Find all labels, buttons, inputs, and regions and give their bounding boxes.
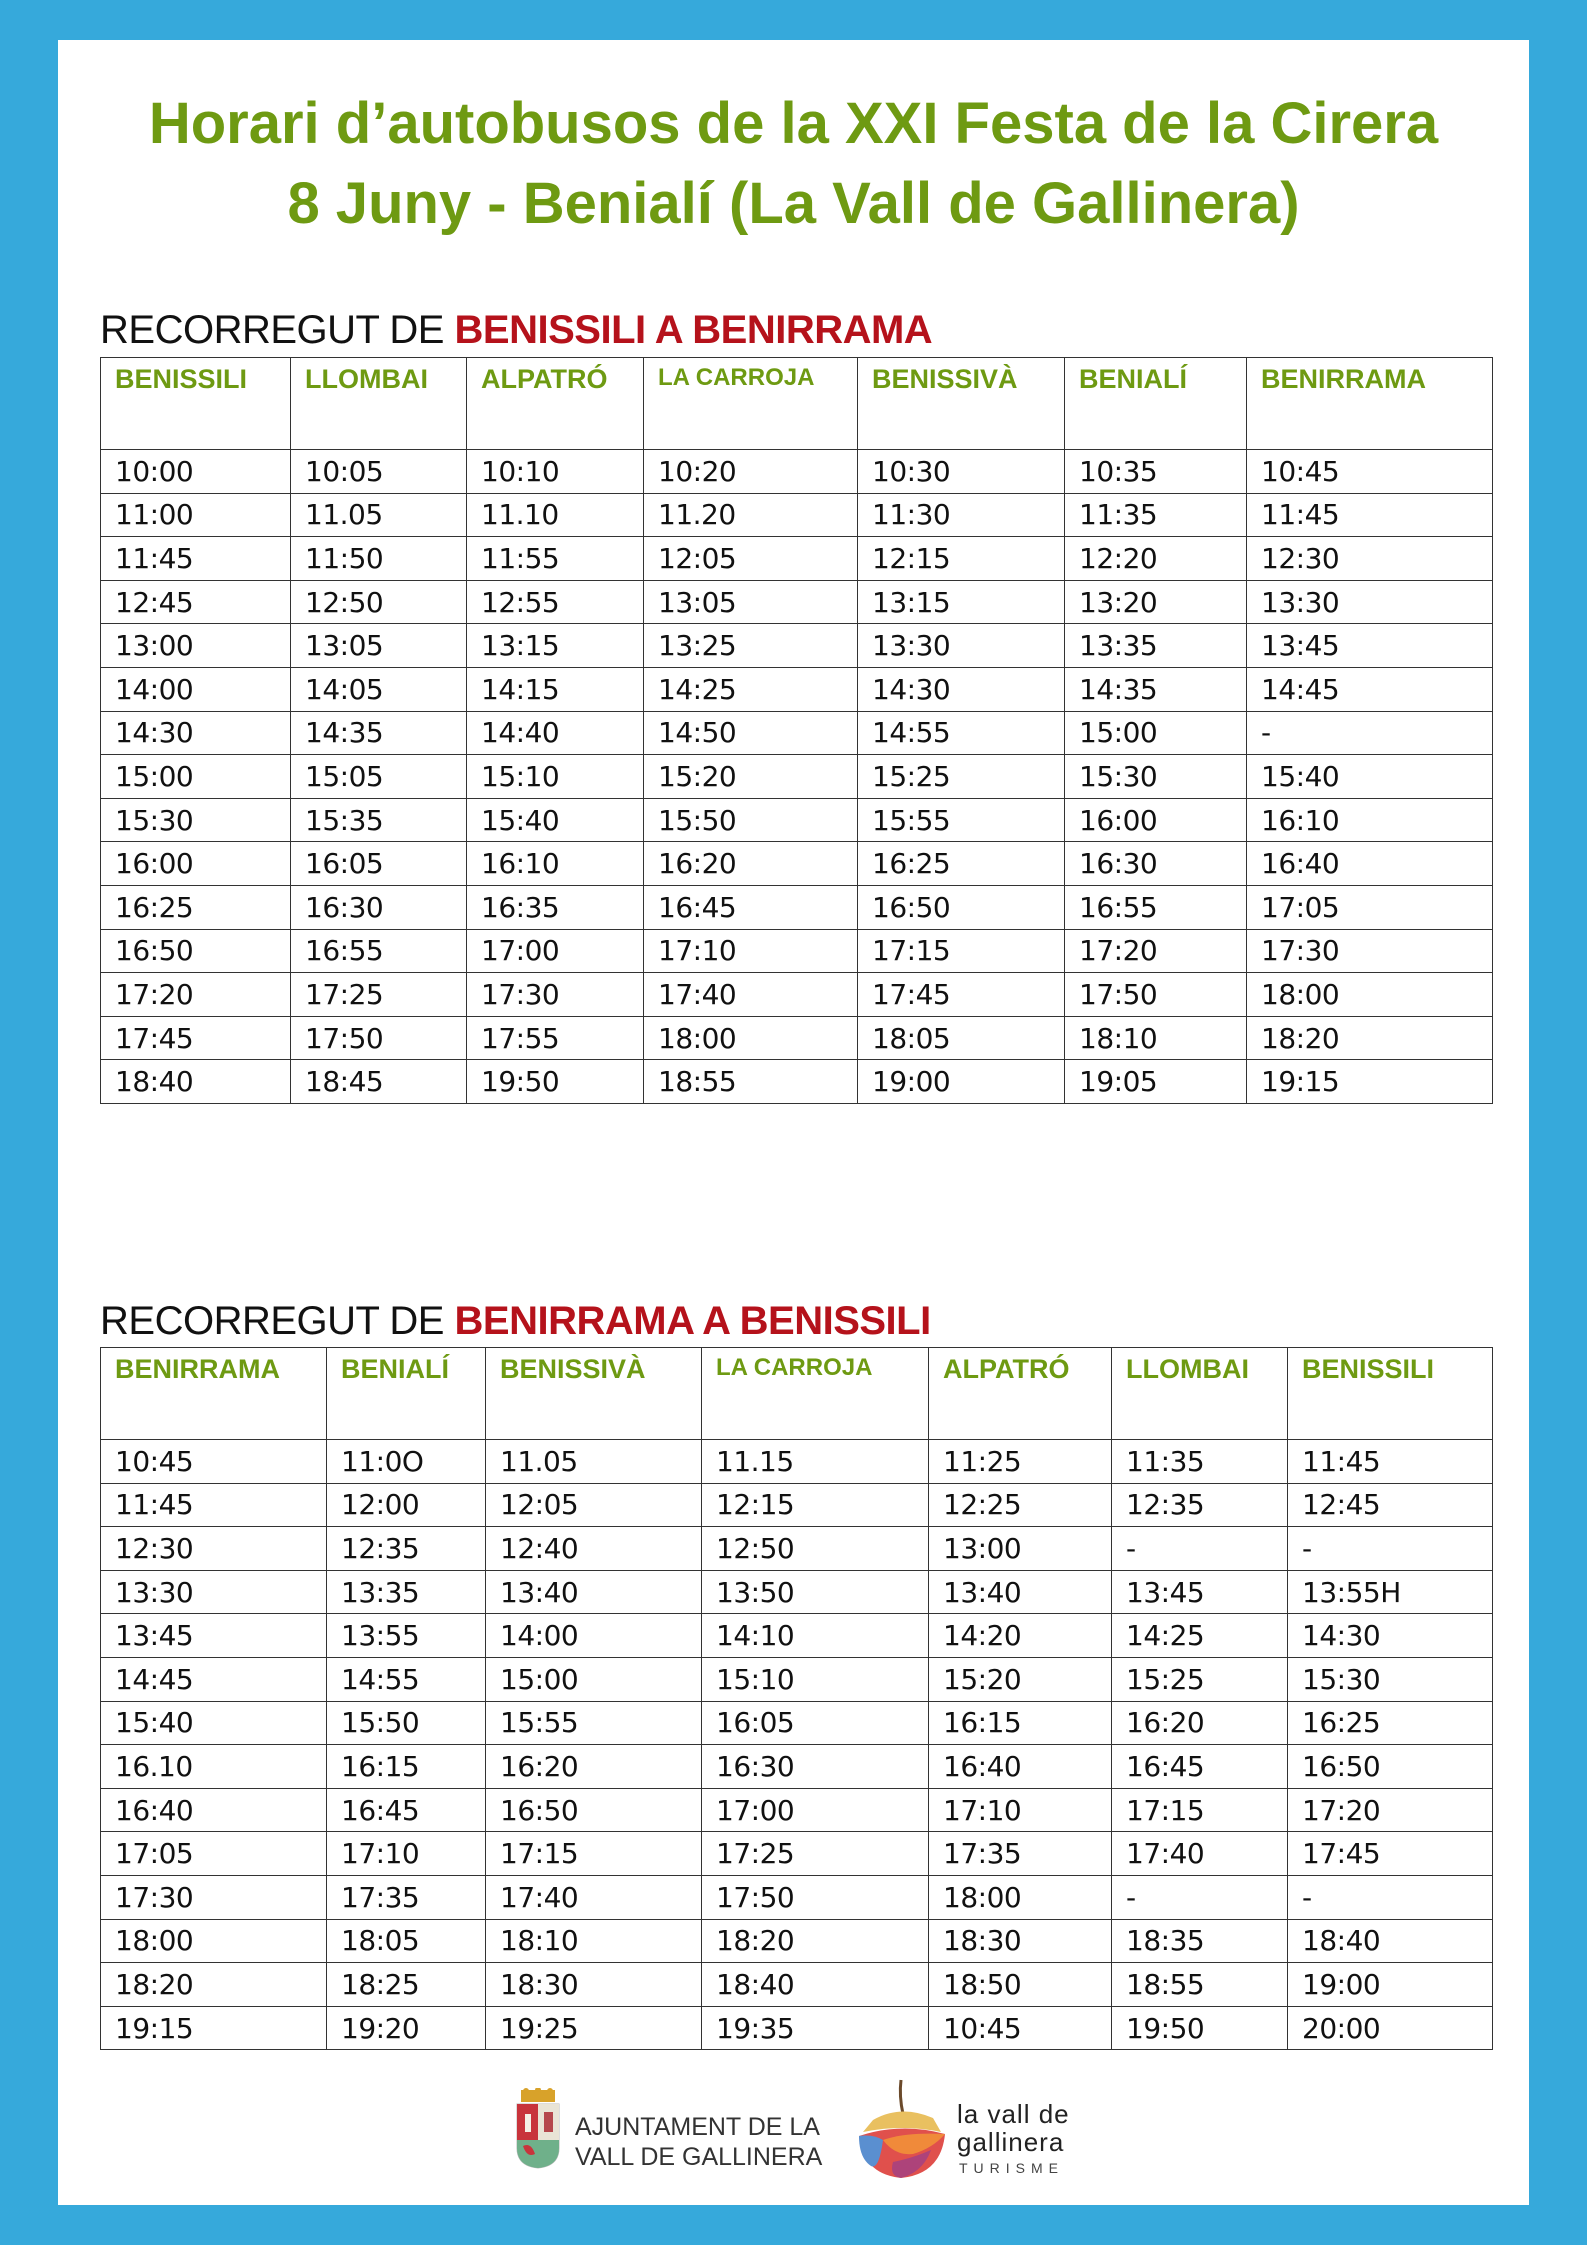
time-cell: 12:40 [486, 1527, 702, 1571]
time-cell: 17:00 [467, 929, 644, 973]
time-cell: 18:00 [101, 1919, 327, 1963]
time-cell: 16:20 [486, 1745, 702, 1789]
time-cell: 17:40 [644, 973, 858, 1017]
tourism-line1: la vall de [957, 2099, 1070, 2129]
time-cell: 16:15 [929, 1701, 1112, 1745]
time-cell: 17:15 [1112, 1788, 1288, 1832]
table-row [101, 1701, 1493, 1745]
time-cell: 17:45 [1288, 1832, 1493, 1876]
time-cell: 13:30 [101, 1570, 327, 1614]
time-cell: 15:20 [929, 1657, 1112, 1701]
route2-column-header: BENISSILI [1288, 1348, 1493, 1440]
time-cell: 16:25 [858, 842, 1065, 886]
time-cell: 11.05 [291, 493, 467, 537]
table-row [101, 1788, 1493, 1832]
time-cell: 19:00 [858, 1060, 1065, 1104]
table-row [101, 2006, 1493, 2050]
time-cell: 10:30 [858, 450, 1065, 494]
time-cell: 15:00 [101, 755, 291, 799]
time-cell: 11:25 [929, 1440, 1112, 1484]
time-cell: 11:35 [1112, 1440, 1288, 1484]
time-cell: 17:50 [1065, 973, 1247, 1017]
time-cell: 16:50 [486, 1788, 702, 1832]
route2-header-row [101, 1348, 1493, 1440]
time-cell: 20:00 [1288, 2006, 1493, 2050]
time-cell: 13:35 [327, 1570, 486, 1614]
time-cell: 18:40 [101, 1060, 291, 1104]
time-cell: 18:50 [929, 1963, 1112, 2007]
time-cell: 14:55 [858, 711, 1065, 755]
table-row [101, 1060, 1493, 1104]
cherry-bowl-icon [853, 2074, 949, 2184]
table-row [101, 1614, 1493, 1658]
time-cell: 15:30 [1065, 755, 1247, 799]
route1-column-header: ALPATRÓ [467, 358, 644, 450]
time-cell: 19:35 [702, 2006, 929, 2050]
route2-body [101, 1440, 1493, 2050]
time-cell: 18:25 [327, 1963, 486, 2007]
time-cell: 10:45 [101, 1440, 327, 1484]
time-cell: 14:25 [1112, 1614, 1288, 1658]
time-cell: 16:55 [291, 929, 467, 973]
route2-heading-prefix: RECORREGUT DE [100, 1299, 455, 1343]
time-cell: 14:10 [702, 1614, 929, 1658]
route1-column-header: LLOMBAI [291, 358, 467, 450]
time-cell: 13:25 [644, 624, 858, 668]
time-cell: 12:35 [1112, 1483, 1288, 1527]
time-cell: 15:25 [858, 755, 1065, 799]
time-cell: 15:40 [467, 798, 644, 842]
table-row [101, 1657, 1493, 1701]
time-cell: 16:40 [101, 1788, 327, 1832]
time-cell: 12:20 [1065, 537, 1247, 581]
time-cell: 16:40 [929, 1745, 1112, 1789]
tourism-logo [853, 2074, 1093, 2184]
time-cell: 16:30 [291, 885, 467, 929]
time-cell: 17:50 [291, 1016, 467, 1060]
time-cell: 12:45 [1288, 1483, 1493, 1527]
time-cell: 14:55 [327, 1657, 486, 1701]
route1-column-header: BENISSILI [101, 358, 291, 450]
time-cell: 13:55H [1288, 1570, 1493, 1614]
time-cell: 13:15 [858, 580, 1065, 624]
time-cell: 18:20 [702, 1919, 929, 1963]
time-cell: 17:00 [702, 1788, 929, 1832]
table-row [101, 929, 1493, 973]
time-cell: 13:45 [1247, 624, 1493, 668]
time-cell: 13:45 [1112, 1570, 1288, 1614]
time-cell: 16:45 [1112, 1745, 1288, 1789]
time-cell: 11:45 [1288, 1440, 1493, 1484]
time-cell: 15:55 [486, 1701, 702, 1745]
route1-heading-prefix: RECORREGUT DE [100, 308, 455, 352]
table-row [101, 711, 1493, 755]
time-cell: 16:20 [644, 842, 858, 886]
time-cell: 11:45 [1247, 493, 1493, 537]
table-row [101, 798, 1493, 842]
time-cell: 13:30 [1247, 580, 1493, 624]
time-cell: - [1112, 1527, 1288, 1571]
time-cell: 11.15 [702, 1440, 929, 1484]
tourism-line2: gallinera [957, 2127, 1065, 2157]
time-cell: 17:35 [327, 1875, 486, 1919]
time-cell: 17:05 [101, 1832, 327, 1876]
time-cell: 12:50 [702, 1527, 929, 1571]
ajuntament-name [575, 2112, 822, 2172]
time-cell: 18:55 [644, 1060, 858, 1104]
time-cell: 16:40 [1247, 842, 1493, 886]
time-cell: 19:15 [101, 2006, 327, 2050]
time-cell: 11:35 [1065, 493, 1247, 537]
time-cell: 11.20 [644, 493, 858, 537]
time-cell: 14:20 [929, 1614, 1112, 1658]
time-cell: 14:00 [486, 1614, 702, 1658]
time-cell: 19:20 [327, 2006, 486, 2050]
route1-heading-route: BENISSILI A BENIRRAMA [454, 308, 933, 352]
time-cell: 12:15 [858, 537, 1065, 581]
time-cell: 13:05 [644, 580, 858, 624]
time-cell: 18:30 [486, 1963, 702, 2007]
route2-column-header: BENIALÍ [327, 1348, 486, 1440]
route2-table [100, 1347, 1493, 2050]
time-cell: 18:35 [1112, 1919, 1288, 1963]
time-cell: 11:0O [327, 1440, 486, 1484]
table-row [101, 624, 1493, 668]
time-cell: 10:35 [1065, 450, 1247, 494]
time-cell: 16:15 [327, 1745, 486, 1789]
time-cell: 16:45 [327, 1788, 486, 1832]
time-cell: 14:30 [858, 667, 1065, 711]
time-cell: 18:55 [1112, 1963, 1288, 2007]
time-cell: 15:40 [1247, 755, 1493, 799]
time-cell: 12:45 [101, 580, 291, 624]
time-cell: 13:30 [858, 624, 1065, 668]
time-cell: 13:45 [101, 1614, 327, 1658]
time-cell: 11:30 [858, 493, 1065, 537]
route1-column-header: BENIALÍ [1065, 358, 1247, 450]
table-row [101, 973, 1493, 1017]
time-cell: 17:15 [486, 1832, 702, 1876]
time-cell: 13:40 [929, 1570, 1112, 1614]
time-cell: 12:30 [1247, 537, 1493, 581]
table-row [101, 1745, 1493, 1789]
route2-column-header: BENISSIVÀ [486, 1348, 702, 1440]
time-cell: 16:50 [1288, 1745, 1493, 1789]
table-row [101, 493, 1493, 537]
time-cell: 14:35 [1065, 667, 1247, 711]
time-cell: 17:10 [929, 1788, 1112, 1832]
time-cell: - [1288, 1527, 1493, 1571]
time-cell: 13:15 [467, 624, 644, 668]
time-cell: 17:25 [291, 973, 467, 1017]
table-row [101, 1527, 1493, 1571]
time-cell: 11:45 [101, 1483, 327, 1527]
time-cell: 18:05 [327, 1919, 486, 1963]
time-cell: 16:45 [644, 885, 858, 929]
route2-column-header: LA CARROJA [702, 1348, 929, 1440]
ajuntament-line1: AJUNTAMENT DE LA [575, 2113, 820, 2141]
time-cell: 11.05 [486, 1440, 702, 1484]
time-cell: 12:00 [327, 1483, 486, 1527]
time-cell: 11:50 [291, 537, 467, 581]
time-cell: 16:35 [467, 885, 644, 929]
route1-table [100, 357, 1493, 1104]
time-cell: 14:00 [101, 667, 291, 711]
time-cell: 15:50 [644, 798, 858, 842]
time-cell: 12:05 [486, 1483, 702, 1527]
time-cell: 12:25 [929, 1483, 1112, 1527]
route2-column-header: BENIRRAMA [101, 1348, 327, 1440]
time-cell: 17:30 [101, 1875, 327, 1919]
time-cell: 11.10 [467, 493, 644, 537]
time-cell: 18:30 [929, 1919, 1112, 1963]
time-cell: 15:30 [101, 798, 291, 842]
route1-heading [100, 307, 932, 353]
time-cell: 14:40 [467, 711, 644, 755]
route1-column-header: LA CARROJA [644, 358, 858, 450]
table-row [101, 1016, 1493, 1060]
time-cell: 12:15 [702, 1483, 929, 1527]
table-row [101, 1832, 1493, 1876]
table-row [101, 1483, 1493, 1527]
footer [58, 2082, 1529, 2192]
time-cell: 18:10 [1065, 1016, 1247, 1060]
time-cell: 17:15 [858, 929, 1065, 973]
route1-body [101, 450, 1493, 1104]
time-cell: 13:40 [486, 1570, 702, 1614]
time-cell: 15:00 [486, 1657, 702, 1701]
time-cell: 13:55 [327, 1614, 486, 1658]
table-row [101, 842, 1493, 886]
time-cell: 11:45 [101, 537, 291, 581]
time-cell: 19:15 [1247, 1060, 1493, 1104]
time-cell: 15:20 [644, 755, 858, 799]
time-cell: 16:10 [467, 842, 644, 886]
time-cell: 14:05 [291, 667, 467, 711]
time-cell: 18:40 [1288, 1919, 1493, 1963]
time-cell: 14:35 [291, 711, 467, 755]
table-row [101, 1875, 1493, 1919]
time-cell: 17:30 [1247, 929, 1493, 973]
time-cell: 13:50 [702, 1570, 929, 1614]
time-cell: 17:50 [702, 1875, 929, 1919]
time-cell: 10:45 [1247, 450, 1493, 494]
time-cell: 14:15 [467, 667, 644, 711]
table-row [101, 537, 1493, 581]
route2-column-header: ALPATRÓ [929, 1348, 1112, 1440]
route2-heading-route: BENIRRAMA A BENISSILI [454, 1299, 931, 1343]
time-cell: 18:40 [702, 1963, 929, 2007]
table-row [101, 1919, 1493, 1963]
time-cell: 16:30 [1065, 842, 1247, 886]
time-cell: 12:55 [467, 580, 644, 624]
time-cell: 19:25 [486, 2006, 702, 2050]
table-row [101, 1440, 1493, 1484]
route1-column-header: BENISSIVÀ [858, 358, 1065, 450]
time-cell: 19:50 [467, 1060, 644, 1104]
route2-column-header: LLOMBAI [1112, 1348, 1288, 1440]
time-cell: 16:05 [291, 842, 467, 886]
time-cell: 17:10 [644, 929, 858, 973]
time-cell: - [1247, 711, 1493, 755]
time-cell: 13:20 [1065, 580, 1247, 624]
table-row [101, 580, 1493, 624]
route1-header-row [101, 358, 1493, 450]
time-cell: 15:00 [1065, 711, 1247, 755]
time-cell: 15:55 [858, 798, 1065, 842]
coat-of-arms-icon [513, 2088, 563, 2170]
time-cell: 18:00 [929, 1875, 1112, 1919]
time-cell: 10:45 [929, 2006, 1112, 2050]
time-cell: 16:20 [1112, 1701, 1288, 1745]
time-cell: 17:10 [327, 1832, 486, 1876]
time-cell: 10:20 [644, 450, 858, 494]
ajuntament-line2: VALL DE GALLINERA [575, 2143, 823, 2171]
tourism-name [957, 2100, 1070, 2156]
table-row [101, 755, 1493, 799]
time-cell: 15:30 [1288, 1657, 1493, 1701]
time-cell: 19:00 [1288, 1963, 1493, 2007]
time-cell: 17:30 [467, 973, 644, 1017]
time-cell: 15:10 [467, 755, 644, 799]
time-cell: 18:00 [1247, 973, 1493, 1017]
time-cell: 17:05 [1247, 885, 1493, 929]
time-cell: 14:25 [644, 667, 858, 711]
time-cell: 13:05 [291, 624, 467, 668]
table-row [101, 1570, 1493, 1614]
time-cell: 12:05 [644, 537, 858, 581]
time-cell: 15:40 [101, 1701, 327, 1745]
time-cell: 15:50 [327, 1701, 486, 1745]
schedule-page [58, 40, 1529, 2205]
time-cell: 18:20 [1247, 1016, 1493, 1060]
time-cell: 11:55 [467, 537, 644, 581]
time-cell: - [1112, 1875, 1288, 1919]
time-cell: 16:05 [702, 1701, 929, 1745]
table-row [101, 1963, 1493, 2007]
page-title: Horari d’autobusos de la XXI Festa de la Cirera [148, 91, 1439, 156]
time-cell: 16:50 [101, 929, 291, 973]
time-cell: 19:50 [1112, 2006, 1288, 2050]
table-row [101, 450, 1493, 494]
time-cell: 12:30 [101, 1527, 327, 1571]
table-row [101, 667, 1493, 711]
page-subtitle: 8 Juny - Benialí (La Vall de Gallinera) [287, 171, 1300, 236]
time-cell: 17:35 [929, 1832, 1112, 1876]
time-cell: - [1288, 1875, 1493, 1919]
time-cell: 18:10 [486, 1919, 702, 1963]
time-cell: 14:30 [101, 711, 291, 755]
time-cell: 18:45 [291, 1060, 467, 1104]
time-cell: 14:30 [1288, 1614, 1493, 1658]
time-cell: 17:20 [101, 973, 291, 1017]
time-cell: 15:10 [702, 1657, 929, 1701]
route1-column-header: BENIRRAMA [1247, 358, 1493, 450]
time-cell: 14:50 [644, 711, 858, 755]
time-cell: 18:00 [644, 1016, 858, 1060]
time-cell: 16:00 [1065, 798, 1247, 842]
time-cell: 17:40 [1112, 1832, 1288, 1876]
time-cell: 12:35 [327, 1527, 486, 1571]
time-cell: 16:50 [858, 885, 1065, 929]
time-cell: 16:55 [1065, 885, 1247, 929]
time-cell: 16:10 [1247, 798, 1493, 842]
time-cell: 17:20 [1288, 1788, 1493, 1832]
time-cell: 16:00 [101, 842, 291, 886]
time-cell: 10:10 [467, 450, 644, 494]
time-cell: 16.10 [101, 1745, 327, 1789]
time-cell: 16:25 [101, 885, 291, 929]
time-cell: 17:20 [1065, 929, 1247, 973]
time-cell: 17:25 [702, 1832, 929, 1876]
time-cell: 10:05 [291, 450, 467, 494]
time-cell: 17:45 [101, 1016, 291, 1060]
time-cell: 18:05 [858, 1016, 1065, 1060]
time-cell: 16:25 [1288, 1701, 1493, 1745]
route2-heading [100, 1298, 931, 1344]
time-cell: 17:55 [467, 1016, 644, 1060]
time-cell: 13:35 [1065, 624, 1247, 668]
time-cell: 17:40 [486, 1875, 702, 1919]
time-cell: 18:20 [101, 1963, 327, 2007]
time-cell: 15:25 [1112, 1657, 1288, 1701]
time-cell: 16:30 [702, 1745, 929, 1789]
time-cell: 12:50 [291, 580, 467, 624]
table-row [101, 885, 1493, 929]
time-cell: 14:45 [1247, 667, 1493, 711]
time-cell: 13:00 [101, 624, 291, 668]
time-cell: 10:00 [101, 450, 291, 494]
tourism-subtitle: TURISME [959, 2160, 1064, 2176]
time-cell: 19:05 [1065, 1060, 1247, 1104]
time-cell: 17:45 [858, 973, 1065, 1017]
time-cell: 13:00 [929, 1527, 1112, 1571]
ajuntament-logo [513, 2082, 843, 2182]
time-cell: 11:00 [101, 493, 291, 537]
time-cell: 15:05 [291, 755, 467, 799]
time-cell: 14:45 [101, 1657, 327, 1701]
time-cell: 15:35 [291, 798, 467, 842]
